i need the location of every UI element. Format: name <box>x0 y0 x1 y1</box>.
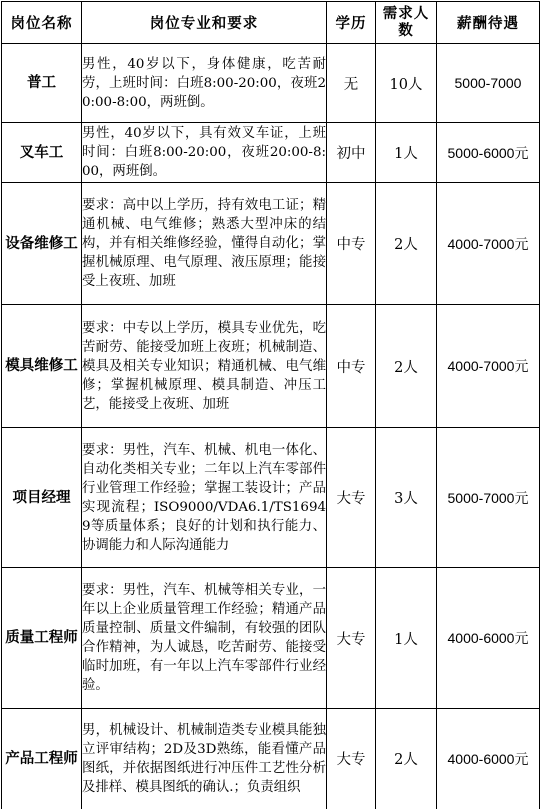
header-education: 学历 <box>327 2 376 44</box>
job-headcount: 1人 <box>376 568 437 709</box>
job-education: 中专 <box>327 183 376 305</box>
job-salary: 5000-6000元 <box>437 123 540 183</box>
job-requirements: 男性，40岁以下，具有效叉车证，上班时间：白班8:00-20:00，夜班20:00-8:00，两班倒。 <box>82 123 327 183</box>
job-education: 初中 <box>327 123 376 183</box>
job-title: 项目经理 <box>2 428 82 568</box>
table-row <box>2 428 540 568</box>
job-salary: 5000-7000 <box>437 44 540 123</box>
job-title: 模具维修工 <box>2 305 82 428</box>
job-salary: 4000-6000元 <box>437 568 540 709</box>
job-headcount: 1人 <box>376 123 437 183</box>
job-title: 普工 <box>2 44 82 123</box>
header-row <box>2 2 540 44</box>
table-row <box>2 305 540 428</box>
job-requirements: 男性，40岁以下，身体健康，吃苦耐劳，上班时间：白班8:00-20:00，夜班20:00-8:00，两班倒。 <box>82 44 327 123</box>
table-row <box>2 568 540 709</box>
job-title: 设备维修工 <box>2 183 82 305</box>
job-headcount: 2人 <box>376 305 437 428</box>
job-requirements: 要求：中专以上学历，模具专业优先，吃苦耐劳、能接受加班上夜班；机械制造、模具及相关专业知识；精通机械、电气维修；掌握机械原理、模具制造、冲压工艺，能接受上夜班、加班 <box>82 305 327 428</box>
job-headcount: 10人 <box>376 44 437 123</box>
job-requirements: 要求：高中以上学历，持有效电工证；精通机械、电气维修；熟悉大型冲床的结构，并有相关维修经验，懂得自动化；掌握机械原理、电气原理、液压原理；能接受上夜班、加班 <box>82 183 327 305</box>
job-salary: 4000-7000元 <box>437 305 540 428</box>
header-count: 需求人数 <box>376 2 437 44</box>
job-salary: 4000-6000元 <box>437 709 540 809</box>
job-education: 无 <box>327 44 376 123</box>
table-row <box>2 709 540 809</box>
job-headcount: 2人 <box>376 709 437 809</box>
table-row <box>2 183 540 305</box>
job-title: 产品工程师 <box>2 709 82 809</box>
header-requirements: 岗位专业和要求 <box>82 2 327 44</box>
job-headcount: 2人 <box>376 183 437 305</box>
job-title: 叉车工 <box>2 123 82 183</box>
table-row <box>2 44 540 123</box>
job-requirements: 要求：男性，汽车、机械、机电一体化、自动化类相关专业；二年以上汽车零部件行业管理工作经验；掌握工装设计；产品实现流程；ISO9000/VDA6.1/TS16949等质量体系；良好的计划和执行能力、协调能力和人际沟通能力 <box>82 428 327 568</box>
job-education: 中专 <box>327 305 376 428</box>
header-job-title: 岗位名称 <box>2 2 82 44</box>
job-requirements: 男，机械设计、机械制造类专业模具能独立评审结构；2D及3D熟练，能看懂产品图纸，并依据图纸进行冲压件工艺性分析及排样、模具图纸的确认.；负责组织 <box>82 709 327 809</box>
table-row <box>2 123 540 183</box>
job-listing-table <box>1 1 540 809</box>
job-requirements: 要求：男性，汽车、机械等相关专业，一年以上企业质量管理工作经验；精通产品质量控制、质量文件编制，有较强的团队合作精神，为人诚恳，吃苦耐劳、能接受临时加班，有一年以上汽车零部件行业经验。 <box>82 568 327 709</box>
job-salary: 5000-7000元 <box>437 428 540 568</box>
job-education: 大专 <box>327 709 376 809</box>
job-salary: 4000-7000元 <box>437 183 540 305</box>
job-education: 大专 <box>327 568 376 709</box>
job-title: 质量工程师 <box>2 568 82 709</box>
header-salary: 薪酬待遇 <box>437 2 540 44</box>
job-education: 大专 <box>327 428 376 568</box>
job-headcount: 3人 <box>376 428 437 568</box>
